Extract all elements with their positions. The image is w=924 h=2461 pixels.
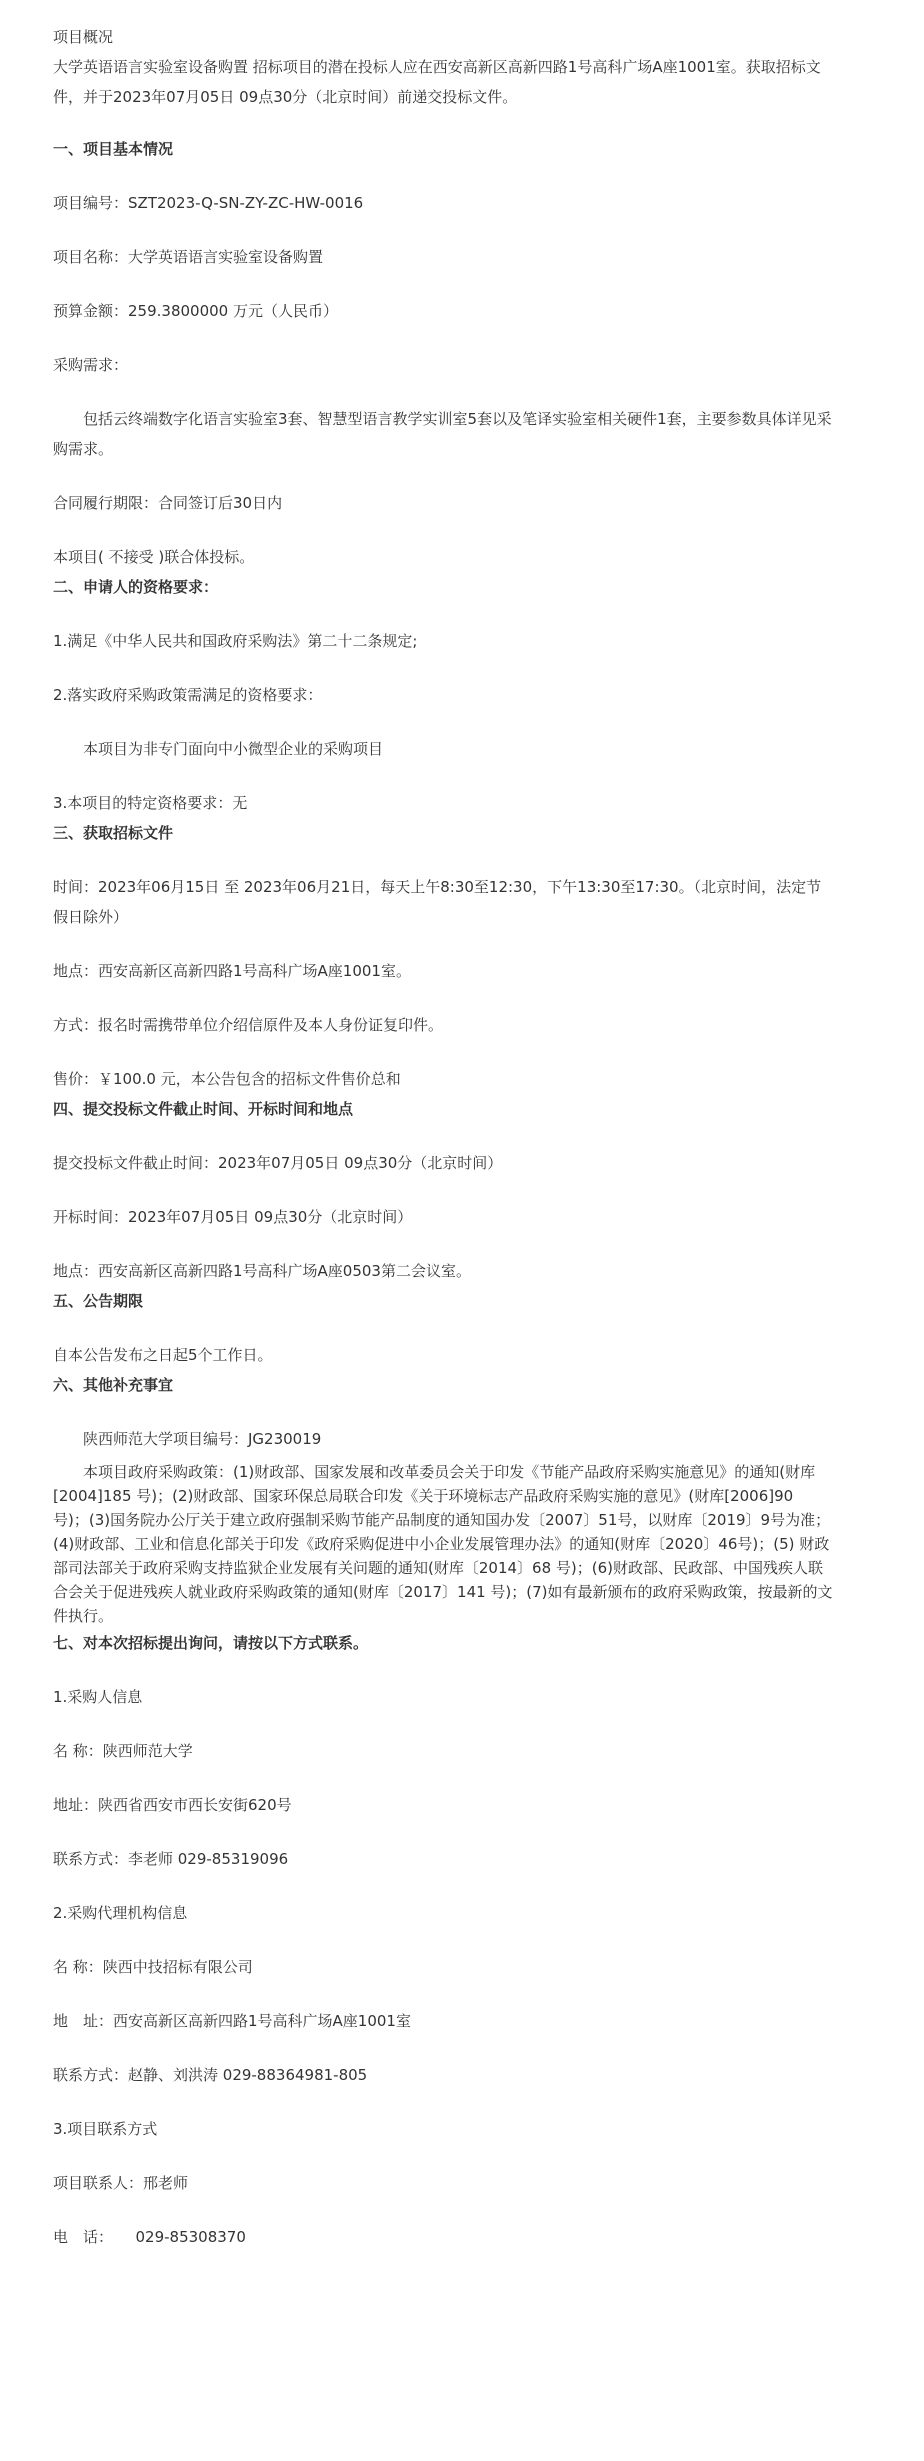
demand-text: 包括云终端数字化语言实验室3套、智慧型语言教学实训室5套以及笔译实验室相关硬件1套，主要参数具体详见采购需求。 [53,410,832,458]
qualification-2: 2.落实政府采购政策需满足的资格要求： [53,686,323,704]
overview-text: 大学英语语言实验室设备购置 招标项目的潜在投标人应在西安高新区高新四路1号高科广场A座1001室。获取招标文件，并于2023年07月05日 09点30分（北京时间）前递交投标文件。 [53,58,821,106]
project-contact-phone: 电 话： 029-85308370 [53,2228,246,2246]
procurement-policy: 本项目政府采购政策：(1)财政部、国家发展和改革委员会关于印发《节能产品政府采购实施意见》的通知(财库[2004]185 号)；(2)财政部、国家环保总局联合印发《关于环境标志产品政府采购实施的意见》(财库[2006]90 号)；(3)国务院办公厅关于建立政府强制采购节能产品制度的通知国办发〔2007〕51号，以财库〔2019〕9号为准；(4)财政部、工业和信息化部关于印发《政府采购促进中小企业发展管理办法》的通知(财库〔2020〕46号)；(5) 财政部司法部关于政府采购支持监狱企业发展有关问题的通知(财库〔2014〕68 号)；(6)财政部、民政部、中国残疾人联合会关于促进残疾人就业政府采购政策的通知(财库〔2017〕141 号)；(7)如有最新颁布的政府采购政策，按最新的文件执行。 [53,1463,833,1625]
obtain-method: 方式：报名时需携带单位介绍信原件及本人身份证复印件。 [53,1016,444,1034]
submission-deadline: 提交投标文件截止时间：2023年07月05日 09点30分（北京时间） [53,1154,503,1172]
section-6-heading: 六、其他补充事宜 [53,1376,174,1394]
buyer-info-title: 1.采购人信息 [53,1688,143,1706]
buyer-name: 名 称：陕西师范大学 [53,1742,193,1760]
budget-amount: 预算金额：259.3800000 万元（人民币） [53,302,338,320]
section-1-heading: 一、项目基本情况 [53,140,174,158]
opening-time: 开标时间：2023年07月05日 09点30分（北京时间） [53,1208,413,1226]
section-3-heading: 三、获取招标文件 [53,824,174,842]
obtain-time: 时间：2023年06月15日 至 2023年06月21日，每天上午8:30至12:30，下午13:30至17:30。（北京时间，法定节假日除外） [53,878,822,926]
project-contact-person: 项目联系人：邢老师 [53,2174,189,2192]
project-name: 项目名称：大学英语语言实验室设备购置 [53,248,324,266]
opening-place: 地点：西安高新区高新四路1号高科广场A座0503第二会议室。 [53,1262,471,1280]
section-7-heading: 七、对本次招标提出询问，请按以下方式联系。 [53,1634,369,1652]
project-code: 项目编号：SZT2023-Q-SN-ZY-ZC-HW-0016 [53,194,364,212]
section-4-heading: 四、提交投标文件截止时间、开标时间和地点 [53,1100,354,1118]
agency-info-title: 2.采购代理机构信息 [53,1904,188,1922]
qualification-1: 1.满足《中华人民共和国政府采购法》第二十二条规定; [53,632,418,650]
buyer-contact: 联系方式：李老师 029-85319096 [53,1850,289,1868]
buyer-address: 地址：陕西省西安市西长安街620号 [53,1796,292,1814]
overview-title: 项目概况 [53,28,114,46]
qualification-2-detail: 本项目为非专门面向中小微型企业的采购项目 [83,740,384,758]
agency-address: 地 址：西安高新区高新四路1号高科广场A座1001室 [53,2012,411,2030]
announcement-document [53,22,833,2252]
section-5-heading: 五、公告期限 [53,1292,144,1310]
project-contact-title: 3.项目联系方式 [53,2120,158,2138]
contract-period: 合同履行期限：合同签订后30日内 [53,494,283,512]
notice-period: 自本公告发布之日起5个工作日。 [53,1346,273,1364]
demand-label: 采购需求： [53,356,129,374]
obtain-place: 地点：西安高新区高新四路1号高科广场A座1001室。 [53,962,411,980]
university-project-no: 陕西师范大学项目编号：JG230019 [83,1430,322,1448]
consortium-note: 本项目( 不接受 )联合体投标。 [53,548,255,566]
document-price: 售价：￥100.0 元，本公告包含的招标文件售价总和 [53,1070,401,1088]
section-2-heading: 二、申请人的资格要求： [53,578,219,596]
agency-contact: 联系方式：赵静、刘洪涛 029-88364981-805 [53,2066,368,2084]
qualification-3: 3.本项目的特定资格要求：无 [53,794,248,812]
agency-name: 名 称：陕西中技招标有限公司 [53,1958,253,1976]
